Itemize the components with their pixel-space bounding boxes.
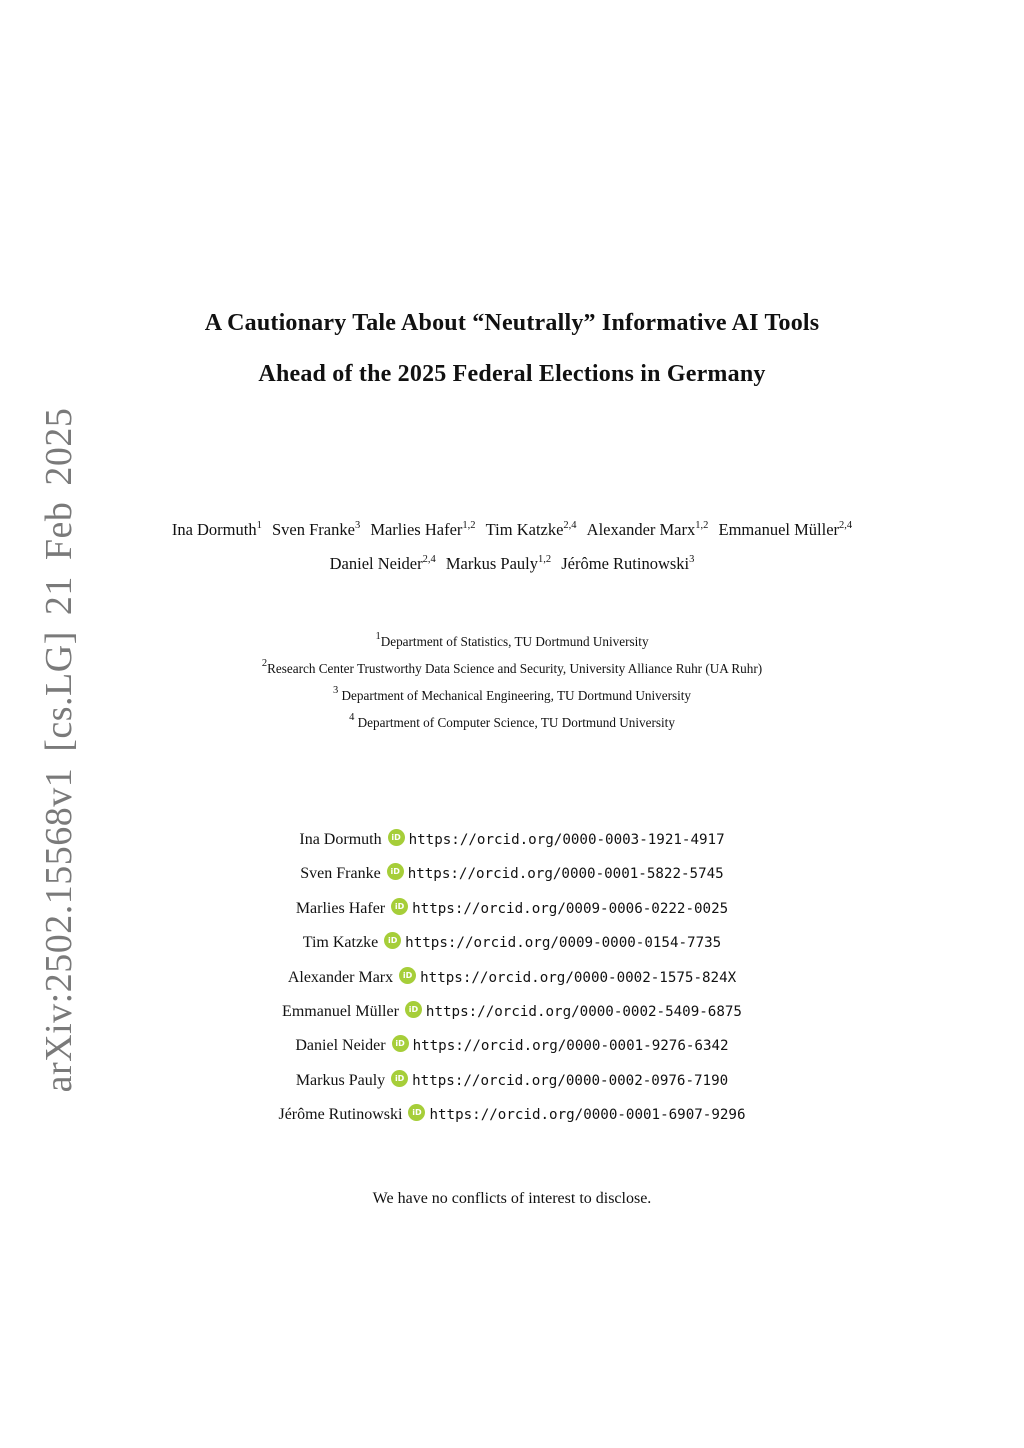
orcid-author-name: Ina Dormuth [299,831,382,848]
orcid-icon: iD [388,829,405,846]
author [486,520,577,539]
orcid-link[interactable]: https://orcid.org/0000-0001-9276-6342 [412,1038,729,1055]
orcid-icon: iD [399,967,416,984]
title-line-2: Ahead of the 2025 Federal Elections in Germany [258,361,766,387]
affiliation-text: Department of Statistics, TU Dortmund University [380,634,649,649]
orcid-entry [0,1064,1024,1098]
author-affiliation-marker: 1,2 [462,520,476,531]
affiliation [0,628,1024,655]
orcid-entry [0,1029,1024,1063]
orcid-author-name: Emmanuel Müller [282,1002,399,1020]
author-name: Markus Pauly [445,554,538,573]
orcid-author-name: Marlies Hafer [295,899,386,917]
affiliation-text: Department of Mechanical Engineering, TU Dortmund University [338,688,692,703]
orcid-author-name: Markus Pauly [295,1071,386,1089]
author-name: Tim Katzke [485,520,564,539]
orcid-icon: iD [391,898,408,915]
orcid-icon: iD [392,1035,409,1052]
orcid-icon: iD [405,1001,422,1018]
author [719,520,853,539]
author-name: Jérôme Rutinowski [561,554,690,573]
affiliation-list [0,628,1024,736]
orcid-link[interactable]: https://orcid.org/0009-0006-0222-0025 [412,900,729,917]
author-affiliation-marker: 3 [354,520,361,531]
orcid-link[interactable]: https://orcid.org/0000-0002-5409-6875 [425,1003,742,1020]
author [587,520,709,539]
author-name: Daniel Neider [329,554,423,573]
author-line-1 [0,513,1024,547]
author [172,520,262,539]
orcid-entry [0,961,1024,995]
affiliation-text: Research Center Trustworthy Data Science and Security, University Alliance Ruhr (UA Ruhr) [267,661,763,676]
author-affiliation-marker: 2,4 [563,520,577,531]
author [446,554,551,573]
author-name: Marlies Hafer [370,520,463,539]
affiliation-marker: 3 [332,685,339,696]
orcid-link[interactable]: https://orcid.org/0000-0002-1575-824X [420,969,737,986]
conflict-of-interest-statement: We have no conflicts of interest to disclose. [372,1190,652,1207]
author-affiliation-marker: 1,2 [538,554,552,565]
orcid-author-name: Jérôme Rutinowski [278,1106,403,1124]
author-line-2 [0,547,1024,581]
orcid-author-name: Sven Franke [300,865,381,883]
author-name: Sven Franke [271,520,355,539]
arxiv-identifier-stamp: arXiv:2502.15568v1 [cs.LG] 21 Feb 2025 [38,407,80,1093]
affiliation-marker: 1 [375,631,381,642]
orcid-entry [0,995,1024,1029]
author [330,554,436,573]
author-affiliation-marker: 1 [256,520,262,531]
orcid-entry [0,1098,1024,1132]
affiliation [0,655,1024,682]
orcid-entry [0,892,1024,926]
orcid-entry [0,926,1024,960]
title-line-1: A Cautionary Tale About “Neutrally” Informative AI Tools [204,310,820,336]
orcid-link[interactable]: https://orcid.org/0000-0003-1921-4917 [408,832,725,848]
author-affiliation-marker: 2,4 [839,520,853,531]
author-name: Emmanuel Müller [718,520,840,539]
author-affiliation-marker: 3 [689,554,695,565]
affiliation [0,709,1024,736]
author-name: Ina Dormuth [171,520,257,539]
orcid-author-name: Tim Katzke [302,934,379,952]
orcid-entry [0,823,1024,857]
orcid-entry [0,857,1024,891]
author [561,554,694,573]
author-name: Alexander Marx [586,520,696,539]
orcid-list [0,823,1024,1133]
orcid-link[interactable]: https://orcid.org/0009-0000-0154-7735 [405,935,722,952]
affiliation-text: Department of Computer Science, TU Dortmund University [354,715,675,730]
paper-title [0,298,1024,400]
author-affiliation-marker: 2,4 [422,554,436,565]
orcid-author-name: Daniel Neider [295,1037,386,1055]
orcid-icon: iD [391,1070,408,1087]
author [370,520,475,539]
orcid-icon: iD [408,1104,425,1121]
author [272,520,360,539]
orcid-link[interactable]: https://orcid.org/0000-0002-0976-7190 [412,1072,729,1089]
orcid-icon: iD [387,863,404,880]
affiliation [0,682,1024,709]
orcid-link[interactable]: https://orcid.org/0000-0001-6907-9296 [429,1107,746,1124]
orcid-author-name: Alexander Marx [287,968,394,986]
orcid-icon: iD [384,932,401,949]
orcid-link[interactable]: https://orcid.org/0000-0001-5822-5745 [407,866,724,883]
author-affiliation-marker: 1,2 [695,520,709,531]
author-list [0,513,1024,581]
affiliation-marker: 2 [261,658,268,669]
affiliation-marker: 4 [349,712,355,723]
